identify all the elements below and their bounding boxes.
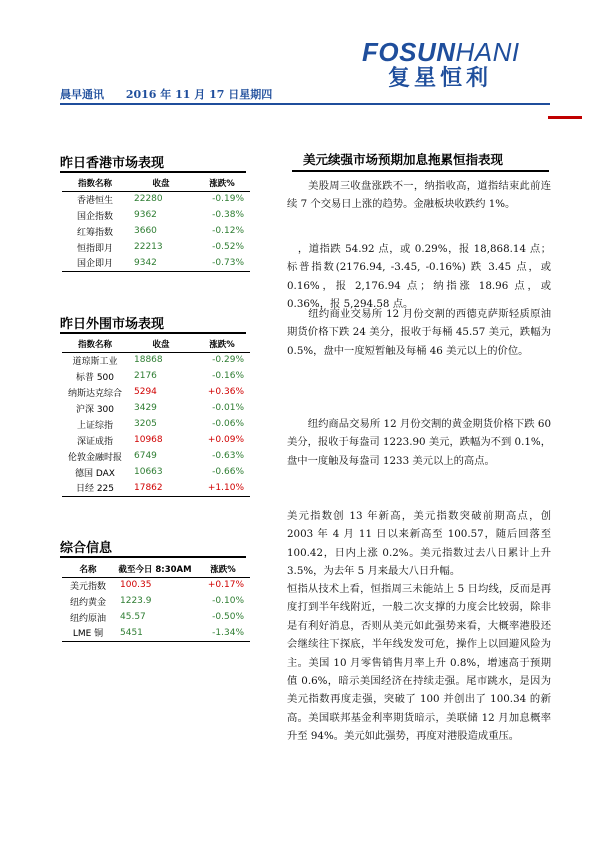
index-name-cell: 深证成指 (76, 436, 113, 447)
change-percent-cell: -0.06% (212, 419, 244, 429)
table-header-row (62, 337, 250, 352)
table-row (62, 207, 250, 223)
index-name-cell: LME 铜 (62, 625, 114, 641)
column-header: 涨跌% (194, 337, 250, 352)
table-row (62, 593, 250, 609)
hk-market-table (62, 176, 250, 272)
column-header: 名称 (62, 562, 114, 577)
publication-date: 2016 年 11 月 17 日星期四 (125, 88, 273, 101)
close-value-cell: 17862 (128, 480, 194, 496)
change-percent-cell: -0.50% (212, 612, 244, 622)
column-header: 涨跌% (196, 562, 250, 577)
index-name-cell: 标普 500 (75, 372, 115, 383)
column-header: 指数名称 (62, 337, 128, 352)
section-divider (60, 332, 246, 334)
close-value-cell: 18868 (134, 355, 163, 366)
change-percent-cell: -1.34% (196, 625, 250, 641)
index-name-cell: 道琼斯工业 (72, 356, 118, 367)
table-row (62, 448, 250, 464)
header-divider (60, 103, 550, 105)
index-name-cell: 伦敦金融时报 (67, 452, 122, 463)
index-name-cell: 美元指数 (69, 581, 106, 592)
close-value-cell: 3205 (134, 419, 157, 429)
accent-bar (548, 116, 582, 119)
table-row (62, 191, 250, 207)
index-name-cell: 香港恒生 (76, 195, 113, 206)
close-value-cell: 10968 (134, 435, 163, 445)
article-paragraph: 美股周三收盘涨跌不一，纳指收高，道指结束此前连续 7 个交易日上涨的趋势。金融板块收跌约 1%。 (287, 180, 551, 211)
change-percent-cell: -0.66% (212, 467, 244, 477)
close-value-cell: 6749 (134, 451, 157, 461)
close-value-cell: 9342 (128, 255, 194, 271)
column-header: 截至今日 8:30AM (114, 562, 196, 577)
close-value-cell: 5451 (114, 625, 196, 641)
publication-name: 晨早通讯 (60, 88, 104, 101)
table-header-row (62, 562, 250, 577)
close-value-cell: 3660 (134, 226, 157, 236)
index-name-cell: 上证综指 (76, 420, 113, 431)
table-row (62, 223, 250, 239)
change-percent-cell: -0.12% (212, 226, 244, 236)
table-row (62, 384, 250, 400)
index-name-cell: 红筹指数 (76, 227, 113, 238)
table-row (62, 625, 250, 641)
change-percent-cell: -0.52% (212, 242, 244, 252)
article-paragraph: 纽约商品交易所 12 月份交割的黄金期货价格下跌 60 美分，报收于每盎司 1223.90 美元，跌幅为不到 0.1%，盘中一度触及每盎司 1233 美元以上的高点。 (287, 418, 551, 467)
hk-market-title: 昨日香港市场表现 (60, 156, 165, 171)
table-row (62, 480, 250, 496)
change-percent-cell: -0.73% (194, 255, 250, 271)
change-percent-cell: -0.10% (212, 596, 244, 606)
close-value-cell: 3429 (134, 403, 157, 413)
header-info (60, 86, 290, 102)
table-row (62, 352, 250, 368)
table-row (62, 432, 250, 448)
change-percent-cell: -0.38% (212, 210, 244, 220)
table-row (62, 609, 250, 625)
close-value-cell: 2176 (134, 371, 157, 381)
logo-english: FOSUNHANI (362, 37, 520, 67)
table-row (62, 464, 250, 480)
close-value-cell: 5294 (134, 387, 157, 397)
section-divider (60, 171, 246, 173)
logo-chinese: 复星恒利 (388, 66, 493, 91)
article-divider (292, 170, 549, 172)
index-name-cell: 国企指数 (76, 211, 113, 222)
general-info-table (62, 562, 250, 642)
article-title: 美元续强市场预期加息拖累恒指表现 (303, 152, 504, 167)
column-header: 收盘 (128, 176, 194, 191)
article-paragraph: 纽约商业交易所 12 月份交割的西德克萨斯轻质原油期货价格下跌 24 美分，报收于每桶 45.57 美元，跌幅为 0.5%，盘中一度短暂触及每桶 46 美元以上的价位。 (287, 308, 551, 357)
column-header: 指数名称 (62, 176, 128, 191)
change-percent-cell: -0.16% (212, 371, 244, 381)
index-name-cell: 纽约黄金 (69, 597, 106, 608)
table-row (62, 577, 250, 593)
table-row (62, 255, 250, 271)
close-value-cell: 22280 (134, 194, 163, 205)
intl-market-title: 昨日外围市场表现 (60, 317, 165, 332)
close-value-cell: 1223.9 (120, 596, 152, 606)
index-name-cell: 国企即月 (62, 255, 128, 271)
article-paragraph: ，道指跌 54.92 点，或 0.29%，报 18,868.14 点；标普指数(2176.94, -3.45, -0.16%) 跌 3.45 点，或 0.16%，报 2,176.94 点；纳指涨 18.96 点，或 0.36%，报 5,294.58 点。 (287, 243, 551, 311)
company-logo (362, 38, 552, 92)
table-row (62, 239, 250, 255)
column-header: 涨跌% (194, 176, 250, 191)
change-percent-cell: +1.10% (194, 480, 250, 496)
close-value-cell: 9362 (134, 210, 157, 220)
column-header: 收盘 (128, 337, 194, 352)
section-divider (60, 556, 246, 558)
change-percent-cell: +0.36% (207, 387, 244, 397)
close-value-cell: 100.35 (120, 580, 152, 591)
close-value-cell: 22213 (134, 242, 163, 252)
index-name-cell: 恒指即月 (76, 243, 113, 254)
article-paragraph: 美元指数创 13 年新高，美元指数突破前期高点，创 2003 年 4 月 11 日以来新高至 100.57，随后回落至 100.42，日内上涨 0.2%。美元指数过去八日累计上升 3.5%，为去年 5 月来最大八日升幅。 (287, 510, 551, 578)
change-percent-cell: +0.09% (207, 435, 244, 445)
table-row (62, 400, 250, 416)
change-percent-cell: -0.19% (212, 194, 244, 205)
index-name-cell: 日经 225 (62, 480, 128, 496)
table-row (62, 368, 250, 384)
index-name-cell: 纳斯达克综合 (67, 388, 122, 399)
intl-market-table (62, 337, 250, 497)
change-percent-cell: +0.17% (207, 580, 244, 591)
index-name-cell: 沪深 300 (75, 404, 115, 415)
table-row (62, 416, 250, 432)
article-paragraph: 恒指从技术上看，恒指周三未能站上 5 日均线，反而是再度打到半年线附近，一般二次支撑的力度会比较弱，除非是有利好消息，否则从美元如此强势来看，大概率港股还会继续往下探底，半年线发发可危，操作上以回避风险为主。美国 10 月零售销售月率上升 0.8%，增速高于预期值 0.6%，暗示美国经济在持续走强。尾市跳水，是因为美元指数再度走强，突破了 100 并创出了 100.34 的新高。美国联邦基金利率期货暗示，美联储 12 月加息概率升至 94%。美元如此强势，再度对港股造成重压。 (287, 583, 551, 743)
index-name-cell: 纽约原油 (69, 613, 106, 624)
close-value-cell: 45.57 (120, 612, 146, 622)
change-percent-cell: -0.01% (212, 403, 244, 413)
table-header-row (62, 176, 250, 191)
general-info-title: 综合信息 (60, 541, 113, 556)
change-percent-cell: -0.29% (212, 355, 244, 366)
index-name-cell: 德国 DAX (75, 468, 115, 479)
change-percent-cell: -0.63% (212, 451, 244, 461)
close-value-cell: 10663 (134, 467, 163, 477)
